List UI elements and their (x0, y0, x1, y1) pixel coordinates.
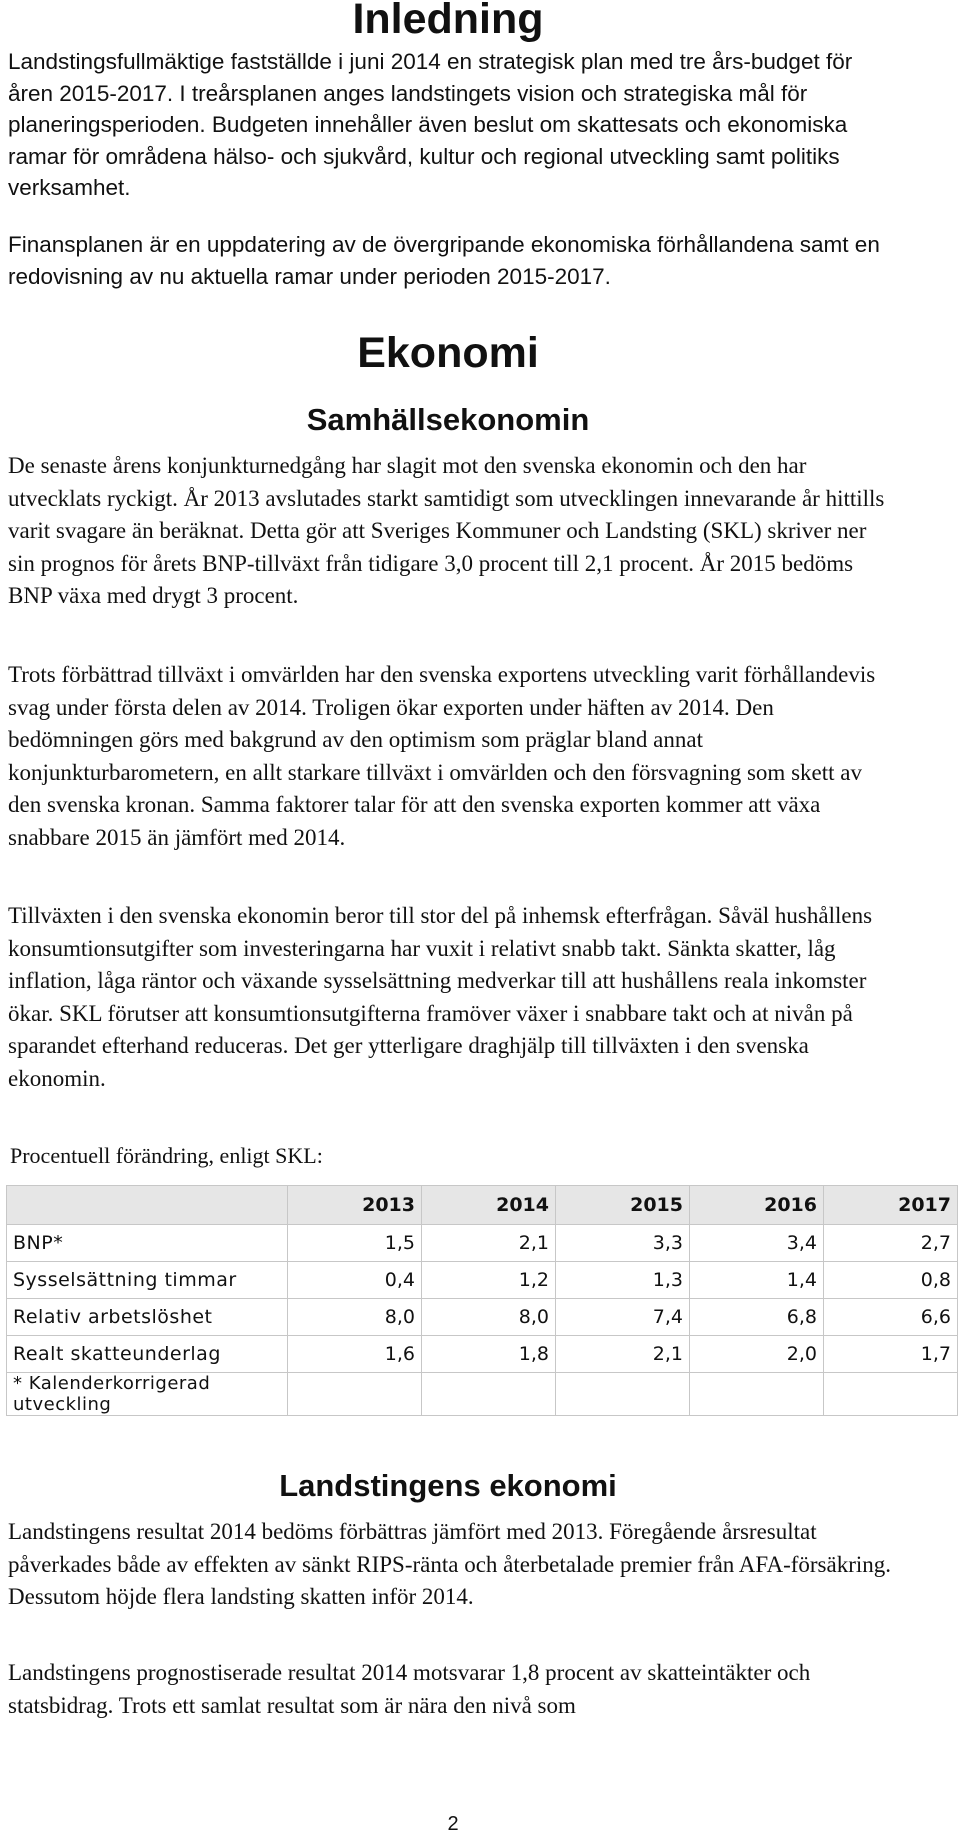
row-label: Realt skatteunderlag (7, 1336, 288, 1373)
table-header-year: 2013 (288, 1186, 422, 1225)
table-footnote-row (7, 1373, 958, 1416)
table-cell: 1,8 (422, 1336, 556, 1373)
table-header-blank (7, 1186, 288, 1225)
intro-paragraph-2: Finansplanen är en uppdatering av de övergripande ekonomiska förhållandena samt en redovisning av nu aktuella ramar under perioden 2015-2017. (8, 232, 880, 289)
table-header-row (7, 1186, 958, 1225)
landsting-paragraph-2: Landstingens prognostiserade resultat 2014 motsvarar 1,8 procent av skatteintäkter och statsbidrag. Trots ett samlat resultat som är nära den nivå som (8, 1660, 811, 1718)
table-cell (556, 1373, 690, 1416)
table-cell: 3,3 (556, 1225, 690, 1262)
samhall-paragraph-1: De senaste årens konjunkturnedgång har slagit mot den svenska ekonomin och den har utvecklats ryckigt. År 2013 avslutades starkt samtidigt som utvecklingen innevarande år hittills varit svagare än beräknat. Detta gör att Sveriges Kommuner och Landsting (SKL) skriver ner sin prognos för årets BNP-tillväxt från tidigare 3,0 procent till 2,1 procent. År 2015 bedöms BNP växa med drygt 3 procent. (8, 453, 885, 608)
table-header-year: 2016 (690, 1186, 824, 1225)
table-cell (690, 1373, 824, 1416)
table-cell: 6,8 (690, 1299, 824, 1336)
table-row (7, 1336, 958, 1373)
landsting-paragraph-1: Landstingens resultat 2014 bedöms förbättras jämfört med 2013. Föregående årsresultat påverkades både av effekten av sänkt RIPS-ränta och återbetalade premier från AFA-försäkring. Dessutom höjde flera landsting skatten inför 2014. (8, 1519, 892, 1609)
table-caption: Procentuell förändring, enligt SKL: (10, 1143, 323, 1168)
table-cell (824, 1373, 958, 1416)
table-cell: 1,7 (824, 1336, 958, 1373)
table-cell: 1,4 (690, 1262, 824, 1299)
table-header-year: 2014 (422, 1186, 556, 1225)
heading-samhallsekonomin: Samhällsekonomin (306, 402, 590, 437)
table-cell: 7,4 (556, 1299, 690, 1336)
table-header-year: 2017 (824, 1186, 958, 1225)
table-row (7, 1299, 958, 1336)
row-label: BNP* (7, 1225, 288, 1262)
table-cell: 2,0 (690, 1336, 824, 1373)
intro-paragraph-1: Landstingsfullmäktige fastställde i juni 2014 en strategisk plan med tre års-budget för åren 2015-2017. I treårsplanen anges landstingets vision och strategiska mål för planeringsperioden. Budgeten innehåller även beslut om skattesats och ekonomiska ramar för områdena hälso- och sjukvård, kultur och regional utveckling samt politiks verksamhet. (8, 49, 853, 200)
row-label: Sysselsättning timmar (7, 1262, 288, 1299)
table-cell: 2,7 (824, 1225, 958, 1262)
samhall-paragraph-3: Tillväxten i den svenska ekonomin beror till stor del på inhemsk efterfrågan. Såväl hushållens konsumtionsutgifter som investeringarna har vuxit i relativt snabb takt. Sänkta skatter, låg inflation, låga räntor och växande sysselsättning medverkar till att hushållens reala inkomster ökar. SKL förutser att konsumtionsutgifterna framöver växer i snabbare takt och at nivån på sparandet efterhand reduceras. Det ger ytterligare draghjälp till tillväxten i den svenska ekonomin. (8, 903, 873, 1091)
table-cell: 8,0 (288, 1299, 422, 1336)
table-cell: 2,1 (422, 1225, 556, 1262)
table-cell: 8,0 (422, 1299, 556, 1336)
heading-inledning: Inledning (352, 0, 544, 43)
heading-ekonomi: Ekonomi (357, 329, 539, 377)
page-number: 2 (447, 1813, 459, 1835)
table-row (7, 1225, 958, 1262)
table-cell (422, 1373, 556, 1416)
table-cell: 6,6 (824, 1299, 958, 1336)
table-cell: 1,2 (422, 1262, 556, 1299)
table-cell: 2,1 (556, 1336, 690, 1373)
table-cell: 1,5 (288, 1225, 422, 1262)
table-footnote: * Kalenderkorrigerad utveckling (7, 1373, 288, 1416)
samhall-paragraph-2: Trots förbättrad tillväxt i omvärlden har den svenska exportens utveckling varit förhållandevis svag under första delen av 2014. Troligen ökar exporten under häften av 2014. Den bedömningen görs med bakgrund av den optimism som präglar bland annat konjunkturbarometern, en allt starkare tillväxt i omvärlden och den försvagning som skett av den svenska kronan. Samma faktorer talar för att den svenska exporten kommer att växa snabbare 2015 än jämfört med 2014. (8, 662, 876, 850)
table-cell: 1,6 (288, 1336, 422, 1373)
table-header-year: 2015 (556, 1186, 690, 1225)
table-cell: 1,3 (556, 1262, 690, 1299)
table-cell (288, 1373, 422, 1416)
table-cell: 0,8 (824, 1262, 958, 1299)
table-row (7, 1262, 958, 1299)
table-cell: 3,4 (690, 1225, 824, 1262)
table-cell: 0,4 (288, 1262, 422, 1299)
skl-forecast-table (6, 1185, 958, 1416)
row-label: Relativ arbetslöshet (7, 1299, 288, 1336)
heading-landstingens-ekonomi: Landstingens ekonomi (279, 1468, 617, 1503)
